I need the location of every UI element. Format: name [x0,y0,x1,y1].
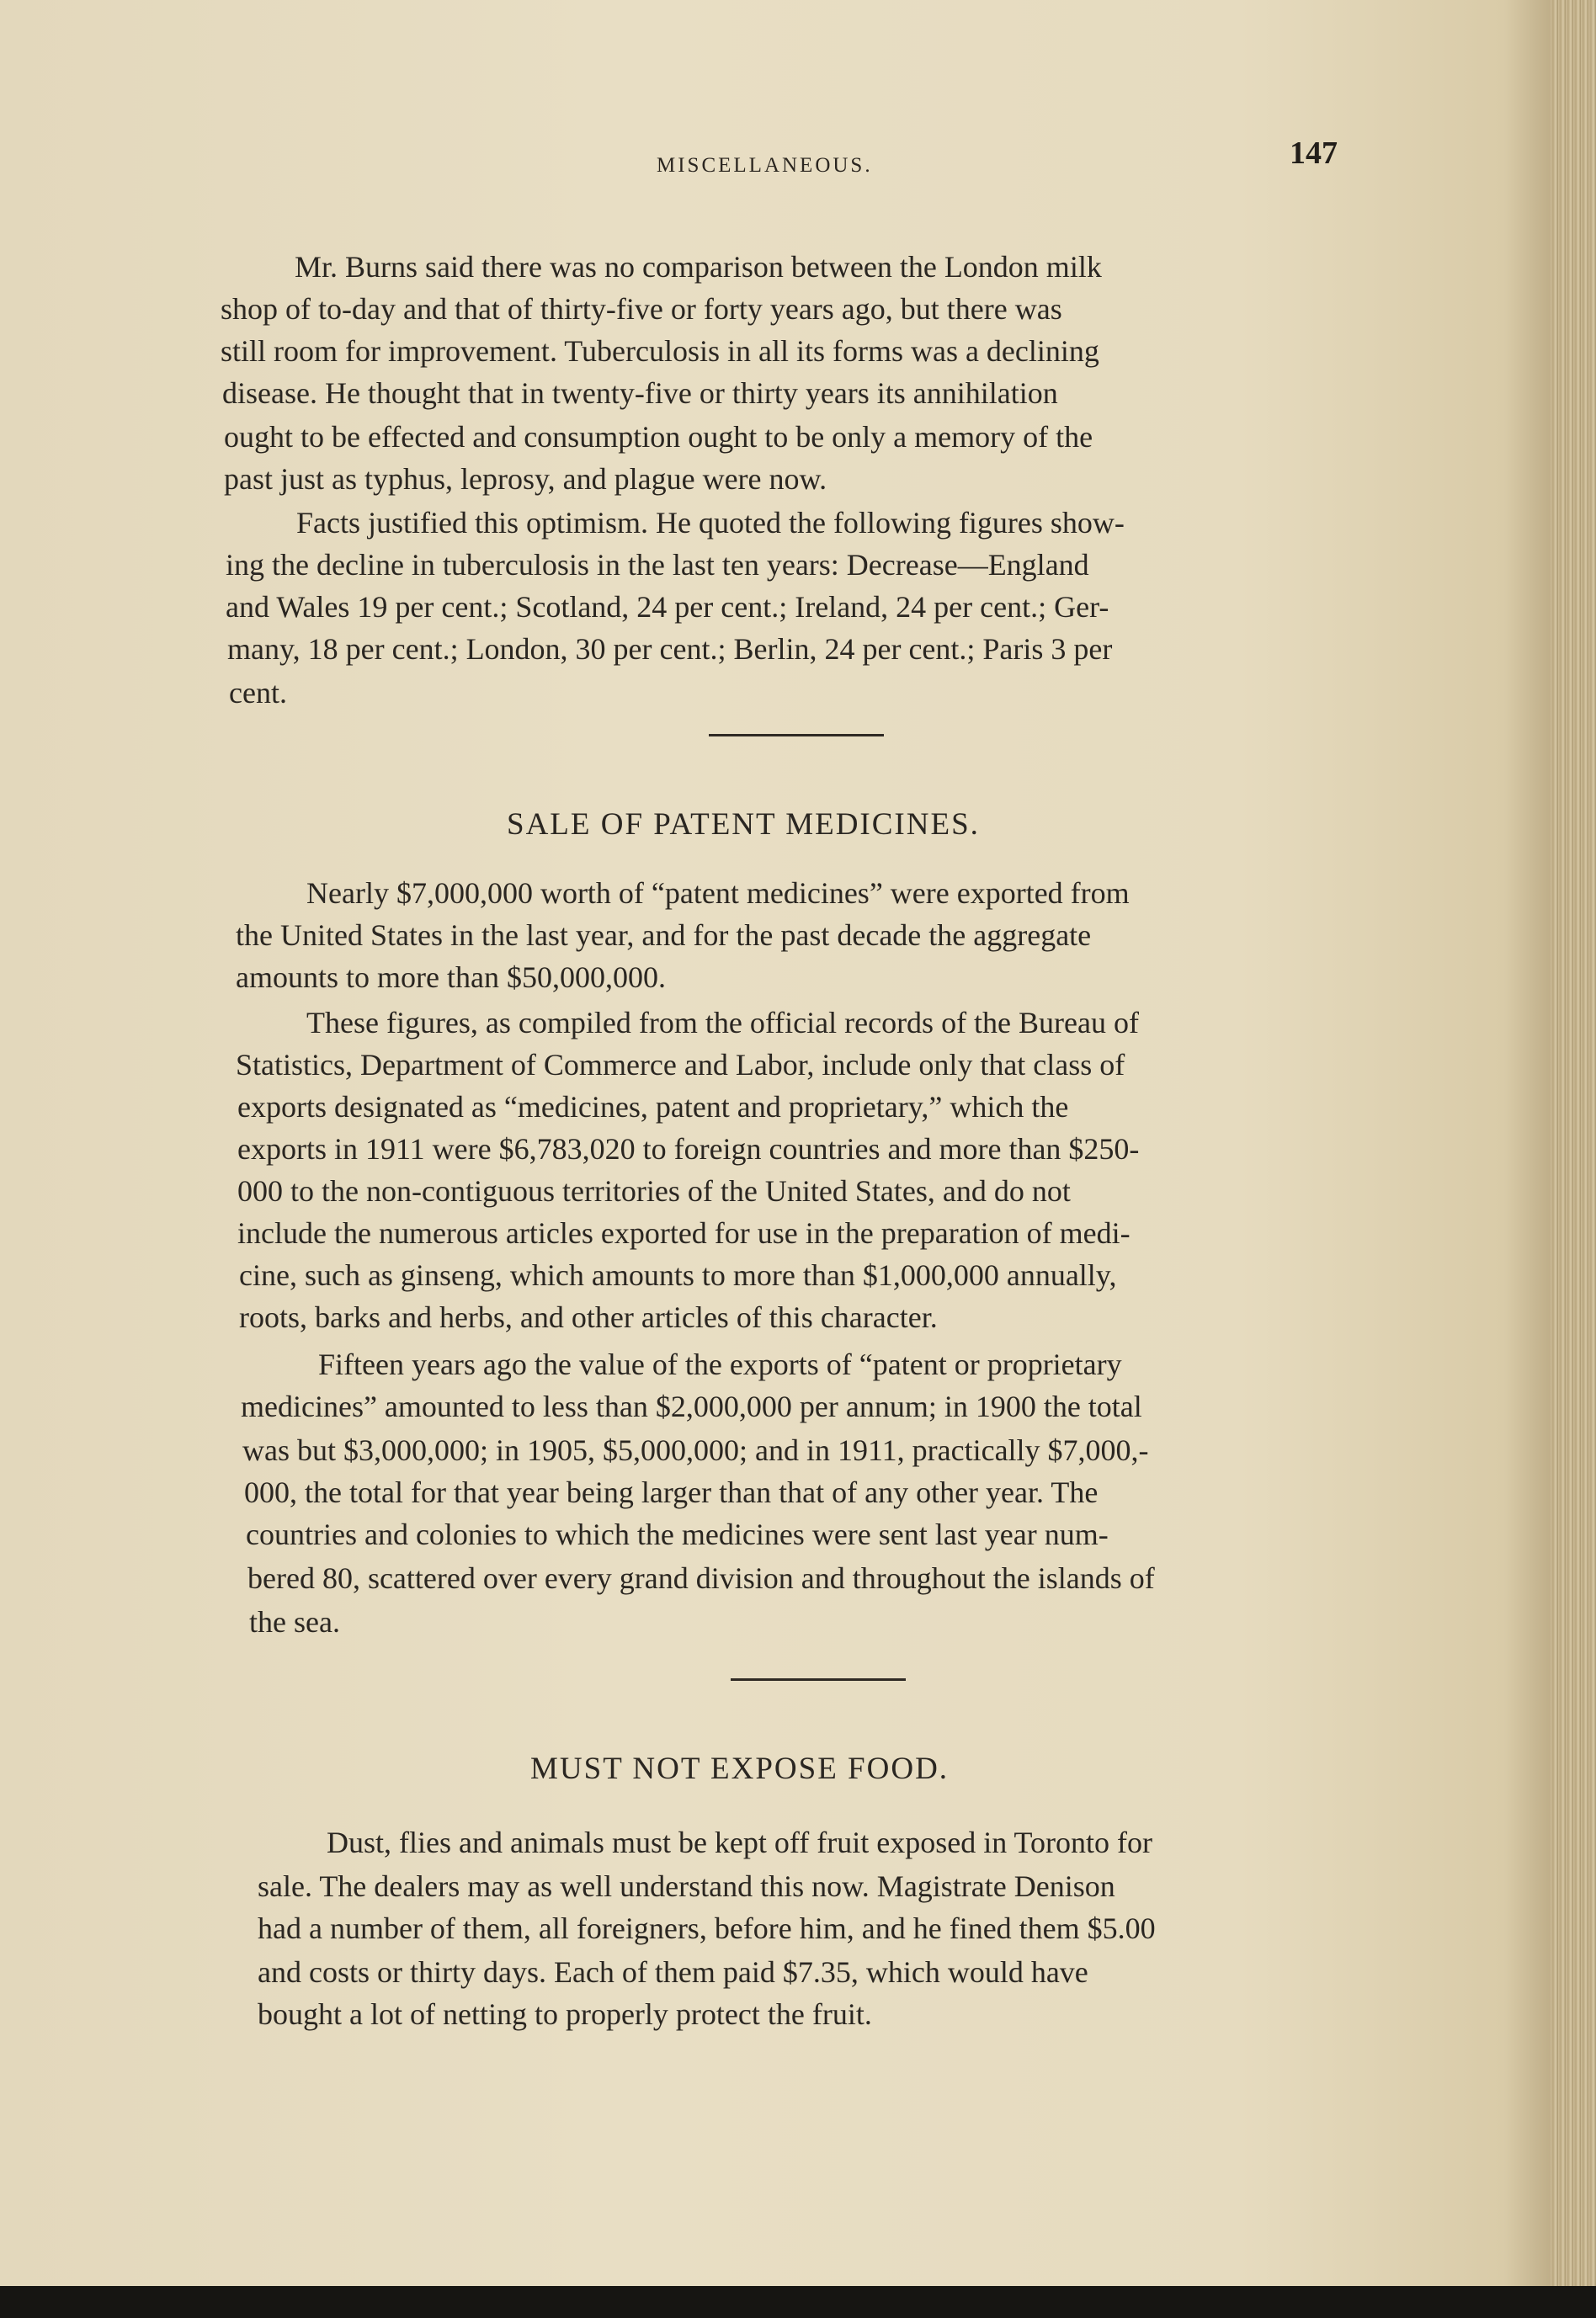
section-divider [709,734,884,736]
section-heading: MUST NOT EXPOSE FOOD. [530,1752,950,1786]
text-line: bered 80, scattered over every grand division and throughout the islands of [247,1561,1155,1595]
text-line: Fifteen years ago the value of the exports of “patent or proprietary [318,1348,1122,1381]
text-line: 000 to the non-contiguous territories of the United States, and do not [237,1174,1071,1208]
text-line: ought to be effected and consumption ought to be only a memory of the [224,420,1093,454]
text-line: bought a lot of netting to properly protect the fruit. [258,1997,872,2031]
text-line: and costs or thirty days. Each of them paid $7.35, which would have [258,1955,1088,1989]
text-line: still room for improvement. Tuberculosis in all its forms was a declining [221,334,1099,368]
text-line: These figures, as compiled from the official records of the Bureau of [306,1006,1139,1039]
text-line: Dust, flies and animals must be kept off fruit exposed in Toronto for [327,1826,1152,1859]
text-line: was but $3,000,000; in 1905, $5,000,000; and in 1911, practically $7,000,- [242,1433,1149,1467]
text-line: roots, barks and herbs, and other articles of this character. [239,1300,938,1334]
text-line: amounts to more than $50,000,000. [236,960,666,994]
section-heading: SALE OF PATENT MEDICINES. [507,807,980,842]
text-line: many, 18 per cent.; London, 30 per cent.; Berlin, 24 per cent.; Paris 3 per [227,632,1113,666]
text-line: disease. He thought that in twenty-five or thirty years its annihilation [222,376,1058,410]
text-line: medicines” amounted to less than $2,000,000 per annum; in 1900 the total [241,1390,1142,1423]
text-line: 000, the total for that year being larger than that of any other year. The [244,1475,1099,1509]
text-line: and Wales 19 per cent.; Scotland, 24 per cent.; Ireland, 24 per cent.; Ger- [226,590,1109,624]
page-number: 147 [1290,136,1338,171]
text-line: include the numerous articles exported for use in the preparation of medi- [237,1216,1130,1250]
scan-background [0,2286,1596,2318]
text-line: shop of to-day and that of thirty-five or forty years ago, but there was [221,292,1062,326]
running-head: MISCELLANEOUS. [657,154,873,177]
text-line: Nearly $7,000,000 worth of “patent medicines” were exported from [306,876,1130,910]
text-line: sale. The dealers may as well understand this now. Magistrate Denison [258,1869,1115,1903]
page-edges [1551,0,1596,2306]
text-line: exports in 1911 were $6,783,020 to foreign countries and more than $250- [237,1132,1140,1166]
section-divider [731,1678,906,1681]
text-line: cent. [229,676,287,710]
text-line: exports designated as “medicines, patent and proprietary,” which the [237,1090,1069,1124]
text-line: Mr. Burns said there was no comparison between the London milk [295,250,1102,284]
text-line: the United States in the last year, and for the past decade the aggregate [236,918,1092,952]
text-line: past just as typhus, leprosy, and plague were now. [224,462,827,496]
text-line: the sea. [249,1605,340,1639]
text-line: Statistics, Department of Commerce and Labor, include only that class of [236,1048,1125,1082]
text-line: Facts justified this optimism. He quoted the following figures show- [296,506,1125,540]
text-line: ing the decline in tuberculosis in the last ten years: Decrease—England [226,548,1089,582]
text-line: countries and colonies to which the medicines were sent last year num- [246,1518,1109,1551]
text-line: cine, such as ginseng, which amounts to more than $1,000,000 annually, [239,1258,1117,1292]
text-line: had a number of them, all foreigners, before him, and he fined them $5.00 [258,1911,1156,1945]
